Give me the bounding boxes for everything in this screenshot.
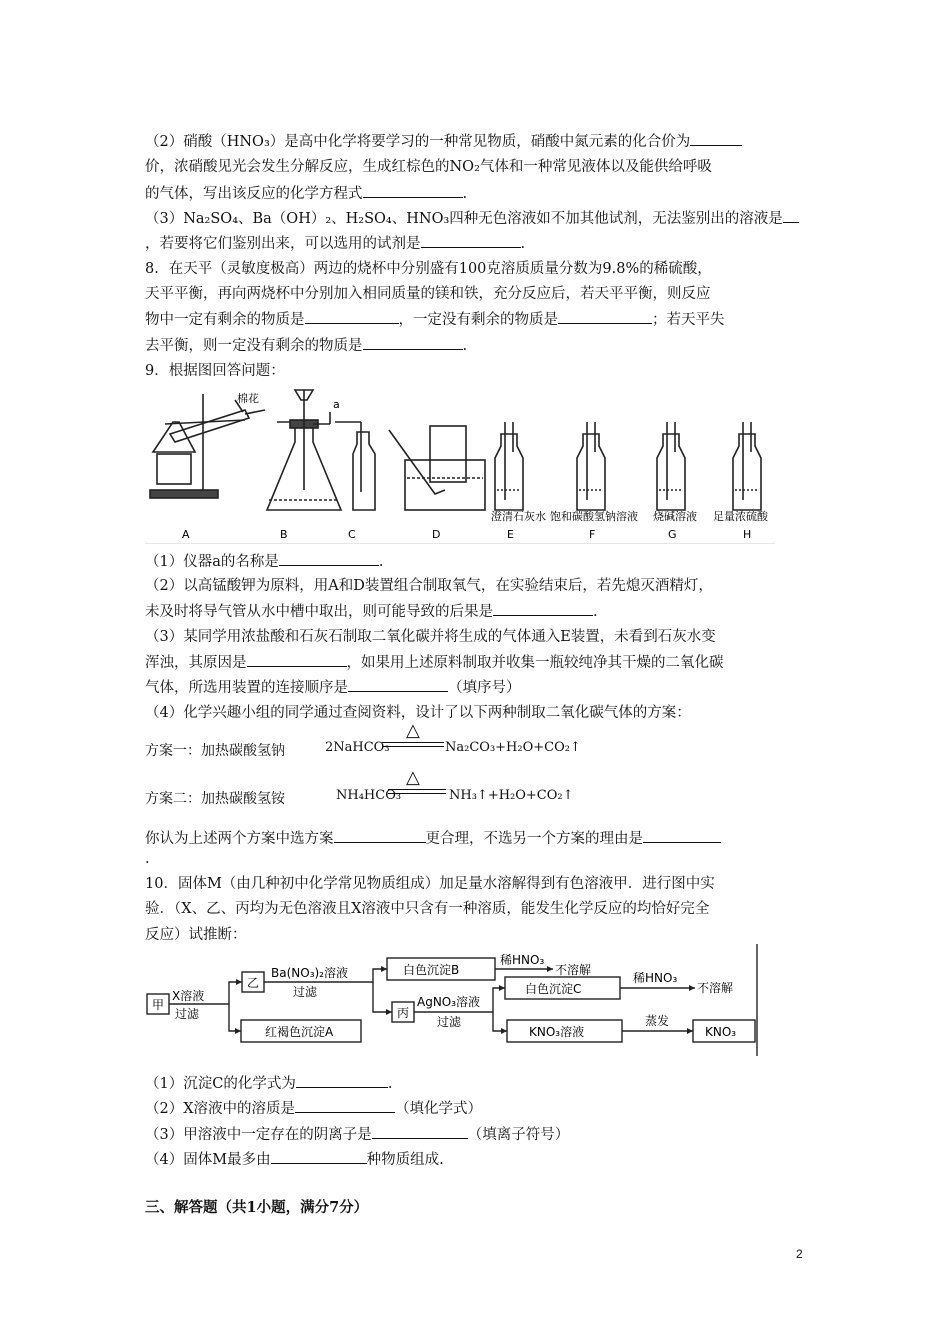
answer-blank[interactable] xyxy=(363,183,463,198)
label-bing: 丙 xyxy=(397,1006,410,1020)
letter-h: H xyxy=(743,528,752,541)
label-jia: 甲 xyxy=(152,998,165,1012)
answer-blank[interactable] xyxy=(363,335,463,350)
label-ba-reagent: Ba(NO₃)₂溶液 xyxy=(271,966,348,980)
answer-blank[interactable] xyxy=(296,1073,388,1088)
letter-a: A xyxy=(182,528,190,541)
water-trough xyxy=(405,460,485,510)
letter-b: B xyxy=(280,528,288,541)
letter-e: E xyxy=(507,528,514,541)
plan1-products: Na₂CO₃+H₂O+CO₂↑ xyxy=(445,740,581,755)
answer-blank[interactable] xyxy=(247,652,347,667)
answer-blank[interactable] xyxy=(690,131,742,146)
answer-blank[interactable] xyxy=(783,208,799,223)
q10-line1: 10．固体M（由几种初中化学常见物质组成）加足量水溶解得到有色溶液甲．进行图中实 xyxy=(145,876,715,892)
answer-blank[interactable] xyxy=(334,828,426,843)
q9-s1: （1）仪器a的名称是 . xyxy=(145,551,383,572)
label-yi: 乙 xyxy=(247,976,260,990)
q7-p2-line1: （2）硝酸（HNO₃）是高中化学将要学习的一种常见物质，硝酸中氮元素的化合价为 xyxy=(145,131,742,152)
q9-choice: 你认为上述两个方案中选方案 更合理，不选另一个方案的理由是 xyxy=(145,828,721,849)
wash-bottle-g xyxy=(657,422,685,510)
stand-base xyxy=(150,490,218,498)
plan1-label: 方案一：加热碳酸氢钠 xyxy=(145,743,285,759)
label-insoluble-1: 不溶解 xyxy=(555,963,592,977)
wash-bottle-f xyxy=(577,422,605,510)
caption-h: 足量浓硫酸 xyxy=(713,510,768,523)
label-white-b: 白色沉淀B xyxy=(403,963,460,977)
equals-bar xyxy=(388,789,446,794)
heat-symbol: △ xyxy=(406,767,420,788)
plan1-reactant: 2NaHCO₃ xyxy=(325,740,390,755)
label-kno3: KNO₃ xyxy=(705,1025,737,1039)
label-filter-3: 过滤 xyxy=(437,1015,462,1029)
q9-s4-line1: （4）化学兴趣小组的同学通过查阅资料，设计了以下两种制取二氧化碳气体的方案： xyxy=(145,705,691,721)
label-kno3-soln: KNO₃溶液 xyxy=(529,1025,585,1039)
label-insoluble-2: 不溶解 xyxy=(697,981,734,995)
label-dilute-hno3-1: 稀HNO₃ xyxy=(500,953,545,967)
flowchart-figure xyxy=(145,944,760,1056)
answer-blank[interactable] xyxy=(421,233,521,248)
q8-line2: 天平平衡，再向两烧杯中分别加入相同质量的镁和铁，充分反应后，若天平平衡，则反应 xyxy=(145,286,711,302)
answer-blank[interactable] xyxy=(493,601,593,616)
instrument-a-label: a xyxy=(333,398,340,411)
label-x-reagent: X溶液 xyxy=(172,989,205,1003)
q9-s3-line1: （3）某同学用浓盐酸和石灰石制取二氧化碳并将生成的气体通入E装置，未看到石灰水变 xyxy=(145,629,716,645)
collecting-bottle xyxy=(430,426,466,482)
q10-s2: （2）X溶液中的溶质是 （填化学式） xyxy=(145,1098,482,1119)
q9-s3-line3: 气体，所选用装置的连接顺序是 （填序号） xyxy=(145,677,521,698)
answer-blank[interactable] xyxy=(271,1149,367,1164)
letter-d: D xyxy=(432,528,441,541)
label-filter-2: 过滤 xyxy=(293,985,318,999)
q9-s3-line2: 浑浊，其原因是 ，如果用上述原料制取并收集一瓶较纯净其干燥的二氧化碳 xyxy=(145,652,724,673)
caption-e: 澄清石灰水 xyxy=(491,510,546,523)
q7-p2-line2: 价，浓硝酸见光会发生分解反应，生成红棕色的NO₂气体和一种常见液体以及能供给呼吸 xyxy=(145,159,712,175)
q10-line3: 反应）试推断： xyxy=(145,927,247,943)
label-evaporate: 蒸发 xyxy=(645,1014,670,1028)
plan2-products: NH₃↑+H₂O+CO₂↑ xyxy=(449,788,574,803)
heat-symbol: △ xyxy=(406,720,420,741)
q9-title: 9．根据图回答问题： xyxy=(145,363,285,379)
q8-line3: 物中一定有剩余的物质是 ，一定没有剩余的物质是 ；若天平失 xyxy=(145,309,725,330)
label-white-c: 白色沉淀C xyxy=(525,982,582,996)
q9-trailing-dot: . xyxy=(145,851,150,867)
wash-bottle-e xyxy=(495,422,523,510)
cotton-label: 棉花 xyxy=(237,392,259,405)
q8-line4: 去平衡，则一定没有剩余的物质是 . xyxy=(145,335,467,356)
q7-p3-line1: （3）Na₂SO₄、Ba（OH）₂、H₂SO₄、HNO₃四种无色溶液如不加其他试剂，无法鉴别出的溶液是 xyxy=(145,208,799,229)
label-dilute-hno3-2: 稀HNO₃ xyxy=(633,971,678,985)
alcohol-lamp xyxy=(157,454,191,484)
answer-blank[interactable] xyxy=(295,1098,395,1113)
q10-s1: （1）沉淀C的化学式为 . xyxy=(145,1073,392,1094)
answer-blank[interactable] xyxy=(305,309,399,324)
plan2-reactant: NH₄HCO₃ xyxy=(336,788,402,803)
page-number: 2 xyxy=(796,1247,803,1261)
wash-bottle-h xyxy=(733,422,761,510)
q9-s2-line2: 未及时将导气管从水中槽中取出，则可能导致的后果是 . xyxy=(145,601,598,622)
letter-g: G xyxy=(668,528,677,541)
q10-s4: （4）固体M最多由 种物质组成. xyxy=(145,1149,444,1170)
label-filter-1: 过滤 xyxy=(175,1007,200,1021)
plan2-label: 方案二：加热碳酸氢铵 xyxy=(145,791,285,807)
gas-bottle-c xyxy=(353,432,375,510)
letter-f: F xyxy=(589,528,596,541)
equals-bar xyxy=(382,742,444,747)
letter-c: C xyxy=(348,528,356,541)
q9-s2-line1: （2）以高锰酸钾为原料，用A和D装置组合制取氧气，在实验结束后，若先熄灭酒精灯， xyxy=(145,578,713,594)
label-ag-reagent: AgNO₃溶液 xyxy=(417,995,481,1009)
section-heading: 三、解答题（共1小题，满分7分） xyxy=(145,1199,369,1216)
answer-blank[interactable] xyxy=(372,1124,468,1139)
apparatus-figure xyxy=(145,382,775,544)
answer-blank[interactable] xyxy=(558,309,652,324)
q7-p2-line3: 的气体，写出该反应的化学方程式 . xyxy=(145,183,467,204)
answer-blank[interactable] xyxy=(643,828,721,843)
answer-blank[interactable] xyxy=(348,677,448,692)
label-red-brown-a: 红褐色沉淀A xyxy=(265,1025,334,1039)
q10-line2: 验．（X、乙、丙均为无色溶液且X溶液中只含有一种溶质，能发生化学反应的均恰好完全 xyxy=(145,901,710,917)
q7-p3-line2: ，若要将它们鉴别出来，可以选用的试剂是 . xyxy=(145,233,525,254)
caption-f: 饱和碳酸氢钠溶液 xyxy=(550,510,638,523)
caption-g: 烧碱溶液 xyxy=(653,510,697,523)
q10-s3: （3）甲溶液中一定存在的阴离子是 （填离子符号） xyxy=(145,1124,569,1145)
answer-blank[interactable] xyxy=(279,551,379,566)
q8-line1: 8．在天平（灵敏度极高）两边的烧杯中分别盛有100克溶质质量分数为9.8%的稀硫酸， xyxy=(145,261,712,277)
